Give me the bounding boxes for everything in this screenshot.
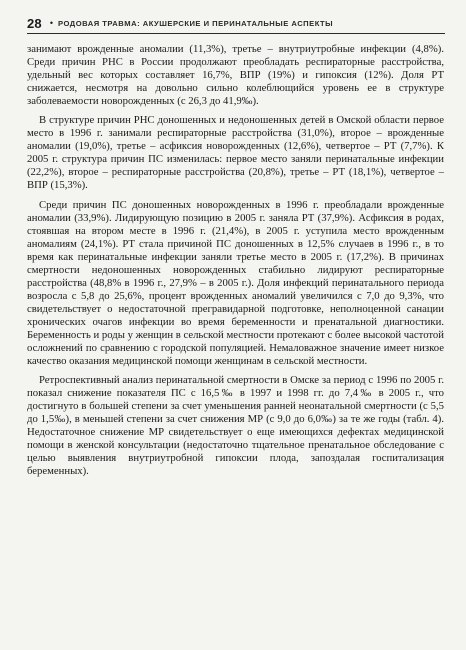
paragraph-4: Ретроспективный анализ перинатальной смертности в Омске за период с 1996 по 2005 г. показал снижение показателя ПС с 16,5‰ в 1997 и 1998 гг. до 7,4‰ в 2005 г., что достигнуто в большей степени за счет уменьшения ранней неонатальной смертности (с 5,5 до 1,5‰), в меньшей степени за счет снижения МР (с 9,0 до 6,0‰) за те же годы (табл. 4). Недостаточное снижение МР свидетельствует о еще имеющихся дефектах медицинской помощи в женской консультации (недостаточно тщательное пренатальное обследование с целью выявления внутриутробной гипоксии плода, запоздалая госпитализация беременных).: [27, 374, 444, 478]
bullet-icon: •: [49, 18, 54, 28]
paragraph-3: Среди причин ПС доношенных новорожденных в 1996 г. преобладали врожденные аномалии (33,9%). Лидирующую позицию в 2005 г. заняла РТ (37,9%). Асфиксия в родах, стоявшая на втором месте в 1996 г. (21,4%), в 2005 г. уступила место врожденным аномалиям (24,1%). РТ стала причиной ПС доношенных в 12,5% случаев в 1996 г., в то время как перинатальные инфекции заняли третье место в 2005 г. (17,2%). В причинах смертности недоношенных новорожденных стабильно лидируют респираторные расстройства (48,8% в 1996 г., 27,9% – в 2005 г.). Доля инфекций перинатального периода возросла с 5,8 до 25,6%, процент врожденных аномалий увеличился с 7,0 до 9,3%, что свидетельствует о недостаточной прегравидарной подготовке, неполноценной санации хронических очагов инфекции во время беременности и пренатальной диагностики. Беременность и роды у женщин в сельской местности протекают с более высокой частотой осложнений по сравнению с городской популяцией. Немаловажное значение имеет низкое качество оказания медицинской помощи женщинам в сельской местности.: [27, 198, 444, 368]
paragraph-2: В структуре причин РНС доношенных и недоношенных детей в Омской области первое место в 1996 г. занимали респираторные расстройства (31,0%), второе – врожденные аномалии (19,0%), третье – асфиксия новорожденных (12,6%), четвертое – РТ (7,7%). К 2005 г. структура причин ПС изменилась: первое место заняли перинатальные инфекции (22,2%), второе – респираторные расстройства (20,8%), третье – РТ (18,1%), четвертое – ВПР (15,3%).: [27, 114, 444, 192]
running-header: [27, 13, 445, 34]
page-number: 28: [27, 15, 42, 31]
body-text: [27, 43, 444, 485]
paragraph-1: занимают врожденные аномалии (11,3%), третье – внутриутробные инфекции (4,8%). Среди причин РНС в России продолжают преобладать респираторные расстройства, удельный вес которых составляет 16,7%, ВПР (19%) и гипоксия (12%). Доля РТ снижается, несмотря на довольно сильно колеблющийся уровень ее в структуре заболеваемости новорожденных (с 26,3 до 41,9‰).: [27, 43, 444, 108]
running-title: РОДОВАЯ ТРАВМА: АКУШЕРСКИЕ И ПЕРИНАТАЛЬНЫЕ АСПЕКТЫ: [58, 18, 334, 28]
